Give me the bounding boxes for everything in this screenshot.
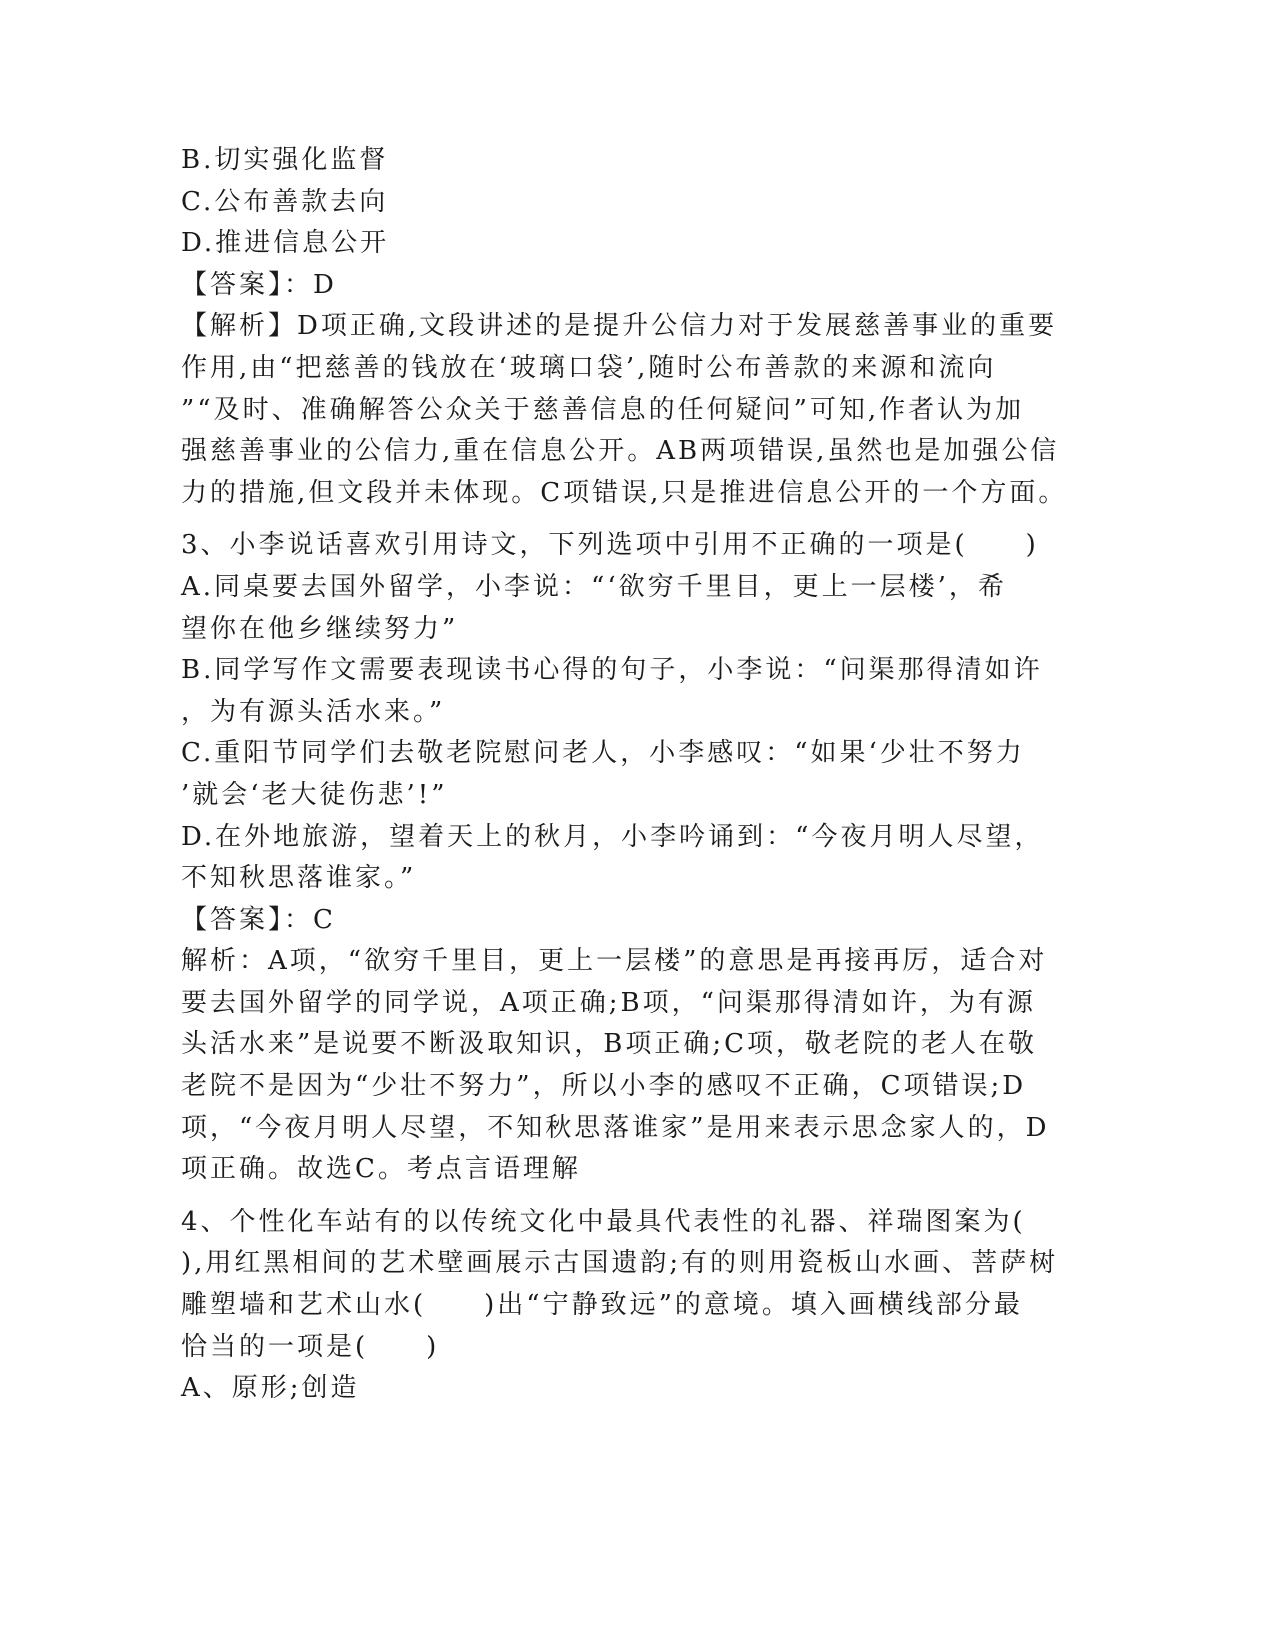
document-page xyxy=(181,140,1068,1410)
option-line: 望你在他乡继续努力” xyxy=(181,613,459,644)
q4-stem xyxy=(181,1202,1059,1368)
q3-analysis xyxy=(181,941,1050,1191)
analysis-line: 项，“今夜月明人尽望，不知秋思落谁家”是用来表示思念家人的，D xyxy=(181,1112,1050,1143)
q2-options xyxy=(181,140,1031,265)
analysis-line: 【解析】D项正确,文段讲述的是提升公信力对于发展慈善事业的重要 xyxy=(181,311,1058,342)
stem-line: 4、个性化车站有的以传统文化中最具代表性的礼器、祥瑞图案为( xyxy=(181,1206,1026,1237)
option-line: 不知秋思落谁家。” xyxy=(181,863,417,894)
option-b: B.切实强化监督 xyxy=(181,145,389,175)
option-line: A.同桌要去国外留学，小李说：“‘欲穷千里目，更上一层楼’，希 xyxy=(181,571,1007,602)
analysis-line: 要去国外留学的同学说，A项正确;B项，“问渠那得清如许，为有源 xyxy=(181,987,1036,1018)
q3-options xyxy=(181,567,1044,900)
analysis-line: 强慈善事业的公信力,重在信息公开。AB两项错误,虽然也是加强公信 xyxy=(181,436,1060,467)
q2-analysis xyxy=(181,306,1068,514)
analysis-line: 老院不是因为“少壮不努力”，所以小李的感叹不正确，C项错误;D xyxy=(181,1071,1027,1102)
q4-options xyxy=(181,1368,1031,1410)
q3-answer: 【答案】：C xyxy=(181,904,336,935)
option-c: C.公布善款去向 xyxy=(181,186,389,217)
option-line: C.重阳节同学们去敬老院慰问老人，小李感叹：“如果‘少壮不努力 xyxy=(181,738,1025,769)
option-line: B.同学写作文需要表现读书心得的句子，小李说：“问渠那得清如许 xyxy=(181,655,1043,686)
analysis-line: 头活水来”是说要不断汲取知识，B项正确;C项，敬老院的老人在敬 xyxy=(181,1029,1038,1060)
option-d: D.推进信息公开 xyxy=(181,228,390,259)
stem-line: 雕塑墙和艺术山水( )出“宁静致远”的意境。填入画横线部分最 xyxy=(181,1290,1023,1321)
analysis-line: 作用,由“把慈善的钱放在‘玻璃口袋’,随时公布善款的来源和流向 xyxy=(181,352,997,383)
option-line: ，为有源头活水来。” xyxy=(181,696,446,727)
analysis-line: 项正确。故选C。考点言语理解 xyxy=(181,1154,581,1185)
q3-stem: 3、小李说话喜欢引用诗文，下列选项中引用不正确的一项是( ) xyxy=(181,530,1039,561)
stem-line: 恰当的一项是( ) xyxy=(181,1331,440,1362)
analysis-line: ”“及时、准确解答公众关于慈善信息的任何疑问”可知,作者认为加 xyxy=(181,394,1025,425)
option-line: ’就会‘老大徒伤悲’!” xyxy=(181,779,448,810)
stem-line: ),用红黑相间的艺术壁画展示古国遗韵;有的则用瓷板山水画、菩萨树 xyxy=(181,1248,1059,1279)
analysis-line: 力的措施,但文段并未体现。C项错误,只是推进信息公开的一个方面。 xyxy=(181,477,1068,508)
option-line: D.在外地旅游，望着天上的秋月，小李吟诵到：“今夜月明人尽望， xyxy=(181,821,1044,852)
analysis-line: 解析：A项，“欲穷千里目，更上一层楼”的意思是再接再厉，适合对 xyxy=(181,946,1048,977)
option-a: A、原形;创造 xyxy=(181,1373,360,1404)
q2-answer: 【答案】：D xyxy=(181,269,337,300)
